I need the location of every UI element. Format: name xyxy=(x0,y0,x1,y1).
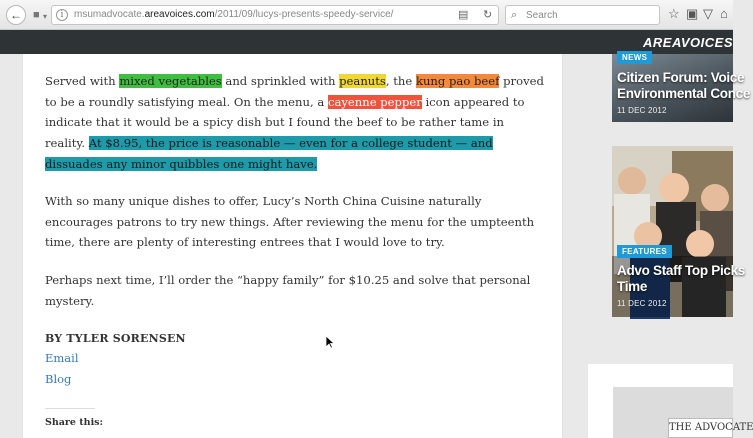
search-input[interactable] xyxy=(526,8,654,23)
reload-icon[interactable]: ↻ xyxy=(483,9,493,21)
card-date: 11 DEC 2012 xyxy=(617,299,667,308)
reader-view-icon[interactable]: ▤ xyxy=(458,9,469,21)
bookmark-star-icon[interactable]: ☆ xyxy=(668,6,680,21)
card-date: 11 DEC 2012 xyxy=(617,106,667,115)
sidebar-card-news[interactable] xyxy=(612,53,751,122)
url-bar[interactable] xyxy=(51,5,499,25)
category-tag[interactable]: NEWS xyxy=(617,51,652,64)
reading-list-icon[interactable]: ▣ xyxy=(686,6,699,21)
highlight-cayenne-pepper[interactable]: cayenne pepper xyxy=(327,94,422,109)
sidebar-card-features[interactable] xyxy=(612,146,746,317)
card-title-line-1[interactable]: Citizen Forum: Voice xyxy=(617,70,745,85)
card-title-line-2[interactable]: Environmental Conce xyxy=(617,86,751,101)
search-icon: ⌕ xyxy=(511,9,518,21)
article-body xyxy=(22,54,563,438)
highlight-price-sentence[interactable]: At $8.95, the price is reasonable — even for a college student — and dissuades any minor quibbles one might have. xyxy=(45,136,493,171)
email-link[interactable]: Email xyxy=(45,351,79,365)
sidebar-toggle-icon[interactable]: ■ xyxy=(33,9,40,21)
article-paragraph-2: With so many unique dishes to offer, Lucy’s North China Cuisine naturally encourages patrons to try new things. After reviewing the menu for the umpteenth time, there are plenty of interesting entrees that I would love to try. xyxy=(45,194,535,250)
byline: BY TYLER SORENSEN xyxy=(45,332,186,345)
category-tag[interactable]: FEATURES xyxy=(617,245,672,258)
blog-link[interactable]: Blog xyxy=(45,372,72,386)
url-text[interactable]: msumadvocate.areavoices.com/2011/09/lucys-presents-speedy-service/ xyxy=(74,9,394,20)
info-icon[interactable]: i xyxy=(56,9,68,21)
search-bar[interactable] xyxy=(505,5,660,25)
pocket-icon[interactable]: ▽ xyxy=(703,6,713,21)
article-paragraph-1: Served with mixed vegetables and sprinkled with peanuts, the kung pao beef proved to be a roundly satisfying meal. On the menu, a cayenne pepper icon appeared to indicate that it would be a spicy dish but I found the beef to be rather tame in reality. At $8.95, the price is reasonable — even for a college student — and dissuades any minor quibbles one might have. xyxy=(45,74,544,171)
highlight-mixed-vegetables[interactable]: mixed vegetables xyxy=(119,74,222,88)
mouse-cursor-icon xyxy=(325,335,335,349)
chevron-down-icon[interactable]: ▾ xyxy=(43,12,48,21)
card-title-line-1[interactable]: Advo Staff Top Picks xyxy=(617,263,746,278)
home-icon[interactable]: ⌂ xyxy=(720,6,728,21)
share-label: Share this: xyxy=(45,417,104,428)
advocate-logo[interactable]: THE ADVOCATE xyxy=(668,418,733,438)
article-paragraph-3: Perhaps next time, I’ll order the “happy family” for $10.25 and solve that personal mystery. xyxy=(45,273,531,308)
share-divider xyxy=(45,408,95,409)
back-arrow-icon[interactable]: ← xyxy=(6,5,26,25)
browser-toolbar xyxy=(0,0,733,30)
highlight-kung-pao-beef[interactable]: kung pao beef xyxy=(415,74,500,88)
card-title-line-2[interactable]: Time xyxy=(617,279,648,294)
site-logo[interactable]: AREAVOICES xyxy=(643,35,733,50)
highlight-peanuts[interactable]: peanuts xyxy=(339,74,386,88)
